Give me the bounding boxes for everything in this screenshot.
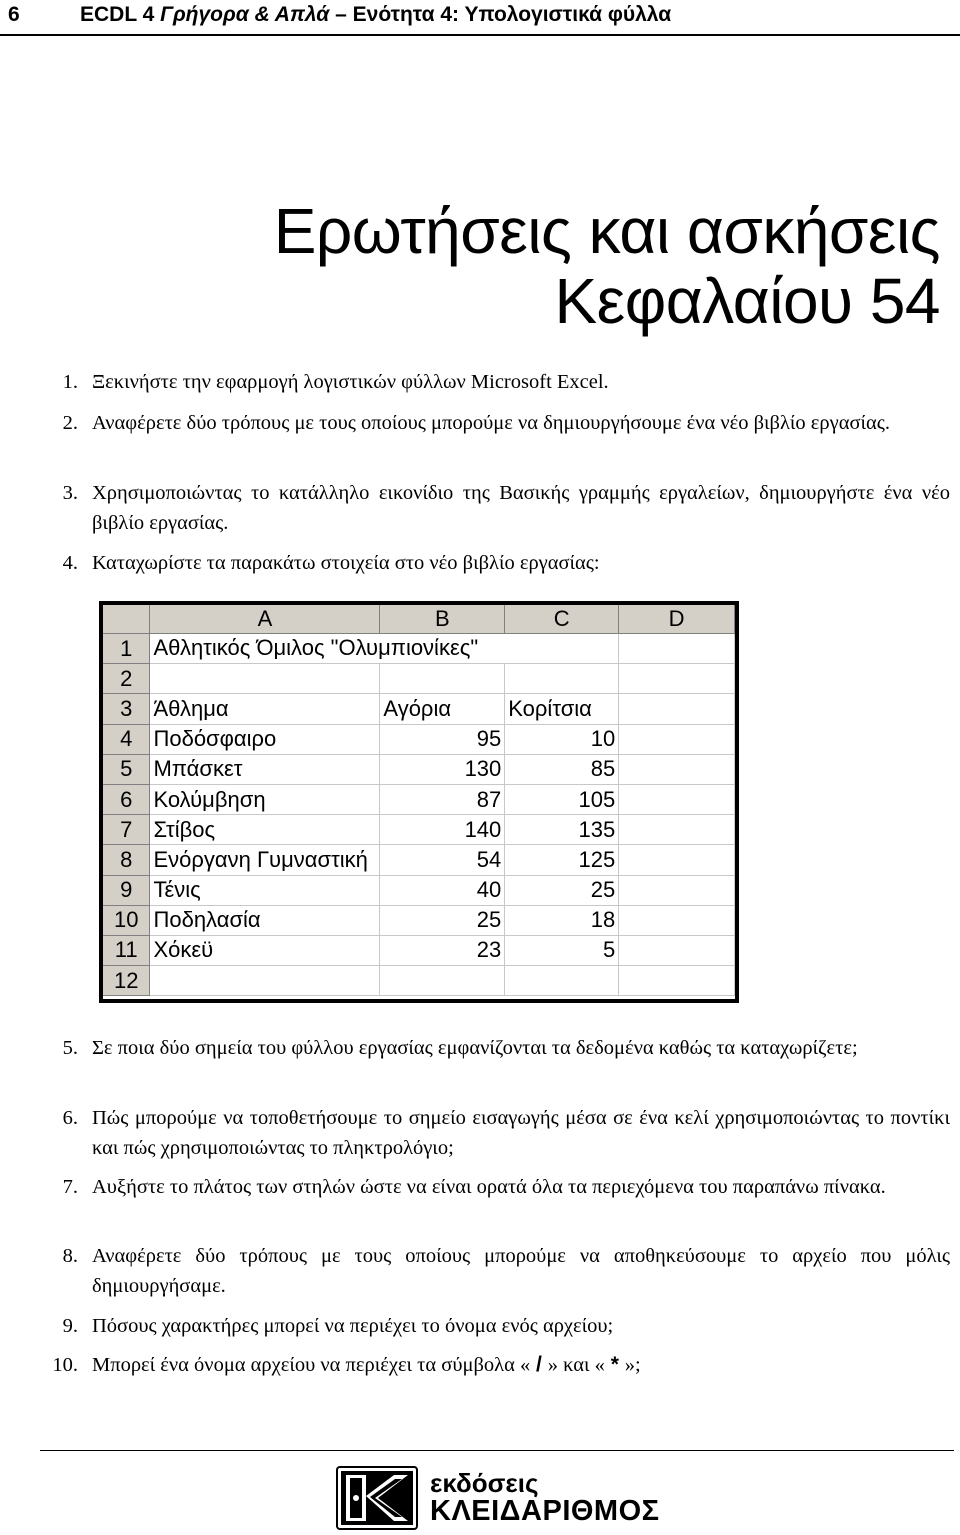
page-number: 6 [8, 3, 20, 26]
sheet-row [103, 935, 735, 965]
cell [505, 664, 619, 694]
question-text: Χρησιμοποιώντας το κατάλληλο εικονίδιο της Βασικής γραμμής εργαλείων, δημιουργήστε ένα νέο βιβλίο εργασίας. [92, 482, 950, 534]
question-text: Σε ποια δύο σημεία του φύλλου εργασίας εμφανίζονται τα δεδομένα καθώς τα καταχωρίζετε; [92, 1037, 858, 1059]
question-text: Καταχωρίστε τα παρακάτω στοιχεία στο νέο βιβλίο εργασίας: [92, 552, 600, 574]
sheet-row [103, 875, 735, 905]
boys-cell: 130 [380, 754, 505, 784]
kleidarithmos-logo-icon [336, 1466, 418, 1530]
footer-divider [40, 1450, 954, 1451]
sheet-row [103, 815, 735, 845]
girls-cell: 135 [505, 815, 619, 845]
question-text: Αναφέρετε δύο τρόπους με τους οποίους μπορούμε να αποθηκεύσουμε το αρχείο που μόλις δημιουργήσαμε. [92, 1245, 950, 1297]
question-text: Ξεκινήστε την εφαρμογή λογιστικών φύλλων Microsoft Excel. [92, 371, 609, 393]
row-header: 2 [103, 664, 150, 694]
question-8 [40, 1241, 950, 1301]
column-header: A [150, 605, 380, 634]
cell [150, 966, 380, 996]
row-header: 9 [103, 875, 150, 905]
header-cell: Αγόρια [380, 694, 505, 724]
cell [505, 966, 619, 996]
sheet-row [103, 845, 735, 875]
sport-cell: Ποδηλασία [150, 905, 380, 935]
cell [619, 815, 735, 845]
row-header: 12 [103, 966, 150, 996]
column-header: B [380, 605, 505, 634]
cell [150, 664, 380, 694]
select-all-corner [103, 605, 150, 634]
question-number: 8. [62, 1245, 78, 1267]
boys-cell: 95 [380, 724, 505, 754]
sheet-row [103, 724, 735, 754]
sheet-row [103, 694, 735, 724]
cell [619, 754, 735, 784]
question-text: Πώς μπορούμε να τοποθετήσουμε το σημείο εισαγωγής μέσα σε ένα κελί χρησιμοποιώντας το ποντίκι και πώς χρησιμοποιώντας το πληκτρολόγιο; [92, 1107, 950, 1159]
row-header: 8 [103, 845, 150, 875]
question-10 [40, 1350, 950, 1380]
title-cell-text: Αθλητικός Όμιλος "Ολυμπιονίκες" [153, 635, 479, 660]
question-number: 10. [52, 1354, 78, 1376]
girls-cell: 85 [505, 754, 619, 784]
question-7 [40, 1172, 950, 1202]
question-number: 5. [62, 1037, 78, 1059]
sheet-row [103, 664, 735, 694]
question-number: 9. [62, 1315, 78, 1337]
cell [619, 724, 735, 754]
question-number: 1. [62, 371, 78, 393]
publisher-line2: ΚΛΕΙΔΑΡΙΘΜΟΣ [430, 1495, 660, 1527]
question-number: 7. [62, 1176, 78, 1198]
boys-cell: 40 [380, 875, 505, 905]
column-header-row [103, 605, 735, 634]
question-text-part: »; [624, 1354, 641, 1376]
boys-cell: 54 [380, 845, 505, 875]
girls-cell: 18 [505, 905, 619, 935]
running-title-italic: Γρήγορα & Απλά [160, 3, 330, 26]
question-2 [40, 408, 950, 438]
publisher-line1: εκδόσεις [430, 1468, 539, 1498]
question-text: Αναφέρετε δύο τρόπους με τους οποίους μπορούμε να δημιουργήσουμε ένα νέο βιβλίο εργασίας. [92, 412, 890, 434]
header-cell: Κορίτσια [505, 694, 619, 724]
cell [619, 966, 735, 996]
question-text-part: Μπορεί ένα όνομα αρχείου να περιέχει τα σύμβολα « [92, 1354, 531, 1376]
question-5 [40, 1033, 950, 1063]
question-3 [40, 478, 950, 538]
slash-symbol: / [530, 1353, 548, 1376]
boys-cell: 140 [380, 815, 505, 845]
question-number: 4. [62, 552, 78, 574]
row-header: 1 [103, 634, 150, 664]
spreadsheet-grid [103, 605, 735, 996]
sport-cell: Χόκεϋ [150, 935, 380, 965]
question-number: 2. [62, 412, 78, 434]
title-cell [150, 634, 479, 664]
cell [380, 664, 505, 694]
question-text [92, 1350, 950, 1380]
sport-cell: Κολύμβηση [150, 784, 380, 814]
question-number: 6. [62, 1107, 78, 1129]
question-text-part: » και « [547, 1354, 605, 1376]
chapter-title-line1: Ερωτήσεις και ασκήσεις [273, 195, 940, 267]
cell [619, 905, 735, 935]
row-header: 10 [103, 905, 150, 935]
header-cell: Άθλημα [150, 694, 380, 724]
boys-cell: 25 [380, 905, 505, 935]
girls-cell: 125 [505, 845, 619, 875]
question-text: Αυξήστε το πλάτος των στηλών ώστε να είναι ορατά όλα τα περιεχόμενα του παραπάνω πίνακα. [92, 1176, 886, 1198]
running-title [80, 3, 671, 27]
cell [619, 875, 735, 905]
question-number: 3. [62, 482, 78, 504]
boys-cell: 87 [380, 784, 505, 814]
question-text: Πόσους χαρακτήρες μπορεί να περιέχει το όνομα ενός αρχείου; [92, 1315, 614, 1337]
chapter-title-line2: Κεφαλαίου 54 [554, 265, 940, 337]
cell [619, 845, 735, 875]
question-1 [40, 367, 950, 397]
row-header: 5 [103, 754, 150, 784]
page-header [0, 0, 960, 36]
running-title-suffix: – Ενότητα 4: Υπολογιστικά φύλλα [329, 3, 672, 26]
question-4 [40, 548, 950, 578]
sport-cell: Τένις [150, 875, 380, 905]
sport-cell: Μπάσκετ [150, 754, 380, 784]
sheet-row [103, 905, 735, 935]
cell [619, 664, 735, 694]
question-6 [40, 1103, 950, 1163]
cell [619, 784, 735, 814]
sport-cell: Ποδόσφαιρο [150, 724, 380, 754]
row-header: 11 [103, 935, 150, 965]
row-header: 4 [103, 724, 150, 754]
girls-cell: 105 [505, 784, 619, 814]
girls-cell: 5 [505, 935, 619, 965]
sheet-row [103, 754, 735, 784]
cell [619, 634, 735, 664]
row-header: 3 [103, 694, 150, 724]
girls-cell: 25 [505, 875, 619, 905]
cell [380, 966, 505, 996]
cell [619, 935, 735, 965]
asterisk-symbol: * [604, 1353, 625, 1376]
column-header: D [619, 605, 735, 634]
question-9 [40, 1311, 950, 1341]
column-header: C [505, 605, 619, 634]
cell [619, 694, 735, 724]
boys-cell: 23 [380, 935, 505, 965]
sport-cell: Ενόργανη Γυμναστική [150, 845, 380, 875]
spreadsheet-image [99, 601, 739, 1003]
chapter-title [274, 196, 940, 336]
sheet-row [103, 966, 735, 996]
girls-cell: 10 [505, 724, 619, 754]
cell [505, 634, 619, 664]
sheet-row [103, 634, 735, 664]
row-header: 7 [103, 815, 150, 845]
sport-cell: Στίβος [150, 815, 380, 845]
running-title-prefix: ECDL 4 [80, 3, 161, 26]
sheet-row [103, 784, 735, 814]
row-header: 6 [103, 784, 150, 814]
